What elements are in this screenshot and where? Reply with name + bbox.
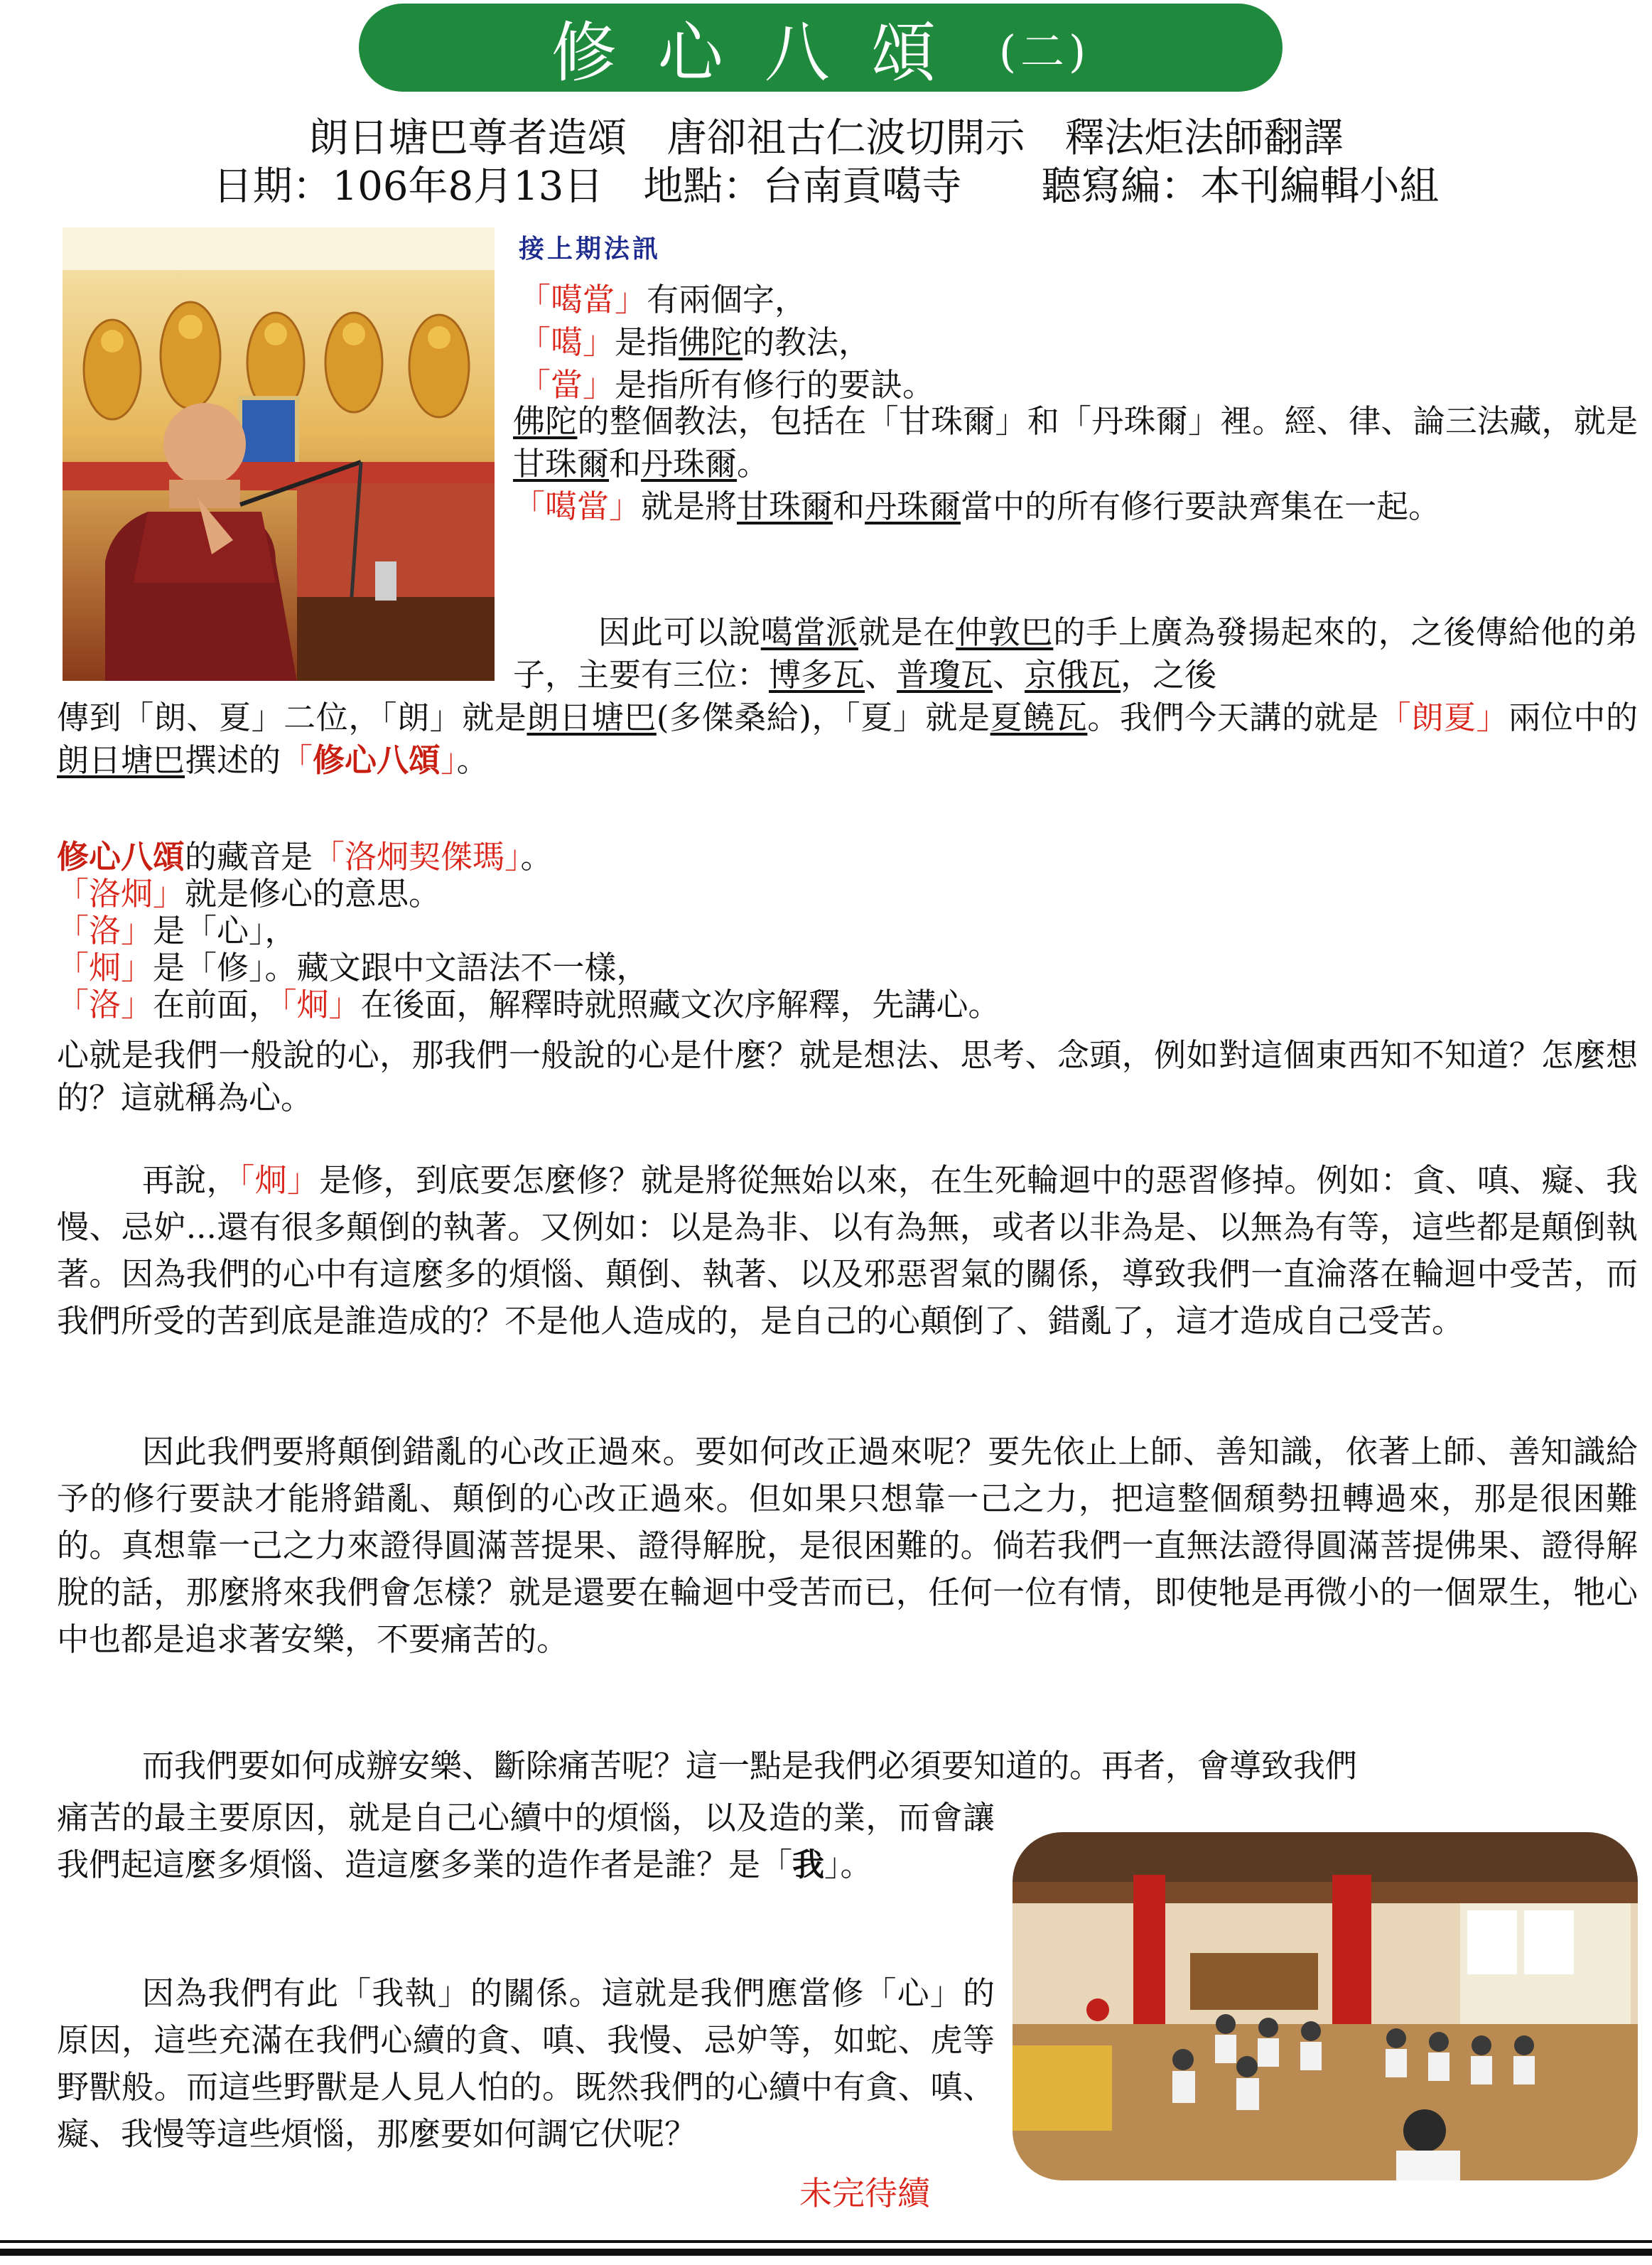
- footer-rule-thin: [0, 2240, 1652, 2243]
- paragraph-lineage-part1: 因此可以說噶當派就是在仲敦巴的手上廣為發揚起來的，之後傳給他的弟子，主要有三位：博多瓦、普瓊瓦、京俄瓦，之後: [513, 613, 1638, 694]
- date-location-line: 日期：106年8月13日 地點：台南貢噶寺 聽寫編：本刊編輯小組: [212, 163, 1440, 210]
- line-dang: 「當」是指所有修行的要訣。: [519, 366, 935, 404]
- line-gadang: 「噶當」有兩個字，: [519, 281, 807, 318]
- line-ga: 「噶」是指佛陀的教法，: [519, 323, 871, 361]
- assembly-hall-photo: [1013, 1832, 1638, 2180]
- paragraph-correcting-mind: 因此我們要將顛倒錯亂的心改正過來。要如何改正過來呢？要先依止上師、善知識，依著上師、善知識給予的修行要訣才能將錯亂、顛倒的心改正過來。但如果只想靠一己之力，把這整個頹勢扭轉過來，那是很困難的。真想靠一己之力來證得圓滿菩提果、證得解脫，是很困難的。倘若我們一直無法證得圓滿菩提佛果、證得解脫的話，那麼將來我們會怎樣？就是還要在輪迴中受苦而已，任何一位有情，即使牠是再微小的一個眾生，牠心中也都是追求著安樂，不要痛苦的。: [57, 1433, 1638, 1658]
- monk-teaching-photo: [63, 227, 495, 681]
- intro-lines: [519, 279, 1638, 407]
- paragraph-cause-of-suffering: 痛苦的最主要原因，就是自己心續中的煩惱，以及造的業，而會讓我們起這麼多煩惱、造這麼多業的造作者是誰？是「我」。: [57, 1799, 995, 1883]
- paragraph-practice: 再說，「炯」是修，到底要怎麼修？就是將從無始以來，在生死輪迴中的惡習修掉。例如：貪、嗔、癡、我慢、忌妒...還有很多顛倒的執著。又例如：以是為非、以有為無，或者以非為是、以無為有等，這些都是顛倒執著。因為我們的心中有這麼多的煩惱、顛倒、執著、以及邪惡習氣的關係，導致我們一直淪落在輪迴中受苦，而我們所受的苦到底是誰造成的？不是他人造成的，是自己的心顛倒了、錯亂了，這才造成自己受苦。: [57, 1161, 1638, 1340]
- paragraph-mind-definition: 心就是我們一般說的心，那我們一般說的心是什麼？就是想法、思考、念頭，例如對這個東西知不知道？怎麼想的？這就稱為心。: [57, 1036, 1638, 1117]
- paragraph-kangyur: 佛陀的整個教法，包括在「甘珠爾」和「丹珠爾」裡。經、律、論三法藏，就是甘珠爾和丹珠爾。 「噶當」就是將甘珠爾和丹珠爾當中的所有修行要訣齊集在一起。: [513, 402, 1638, 525]
- paragraph-lineage-part2: 傳到「朗、夏」二位，「朗」就是朗日塘巴(多傑桑給)，「夏」就是夏饒瓦。我們今天講的就是「朗夏」兩位中的朗日塘巴撰述的「修心八頌」。: [57, 699, 1638, 779]
- paragraph-self-grasping: 因為我們有此「我執」的關係。這就是我們應當修「心」的原因，這些充滿在我們心續的貪、嗔、我慢、忌妒等，如蛇、虎等野獸般。而這些野獸是人見人怕的。既然我們的心續中有貪、嗔、癡、我慢等這些煩惱，那麼要如何調它伏呢？: [57, 1974, 995, 2153]
- page-title: 修心八頌: [551, 15, 978, 91]
- title-banner: [359, 4, 1283, 92]
- paragraph-lojong: 修心八頌的藏音是「洛炯契傑瑪」。 「洛炯」就是修心的意思。 「洛」是「心」， 「炯」是「修」。藏文跟中文語法不一樣， 「洛」在前面，「炯」在後面，解釋時就照藏文次序解釋，先講心。: [57, 838, 1000, 1023]
- to-be-continued: 未完待續: [799, 2174, 930, 2212]
- credits-line: 朗日塘巴尊者造頌 唐卻祖古仁波切開示 釋法炬法師翻譯: [308, 115, 1344, 161]
- paragraph-happiness-line: 而我們要如何成辦安樂、斷除痛苦呢？這一點是我們必須要知道的。再者，會導致我們: [142, 1747, 1358, 1785]
- footer-rule-thick: [0, 2249, 1652, 2256]
- continued-from-previous-note: 接上期法訊: [519, 235, 662, 264]
- volume-label: (二): [998, 25, 1091, 77]
